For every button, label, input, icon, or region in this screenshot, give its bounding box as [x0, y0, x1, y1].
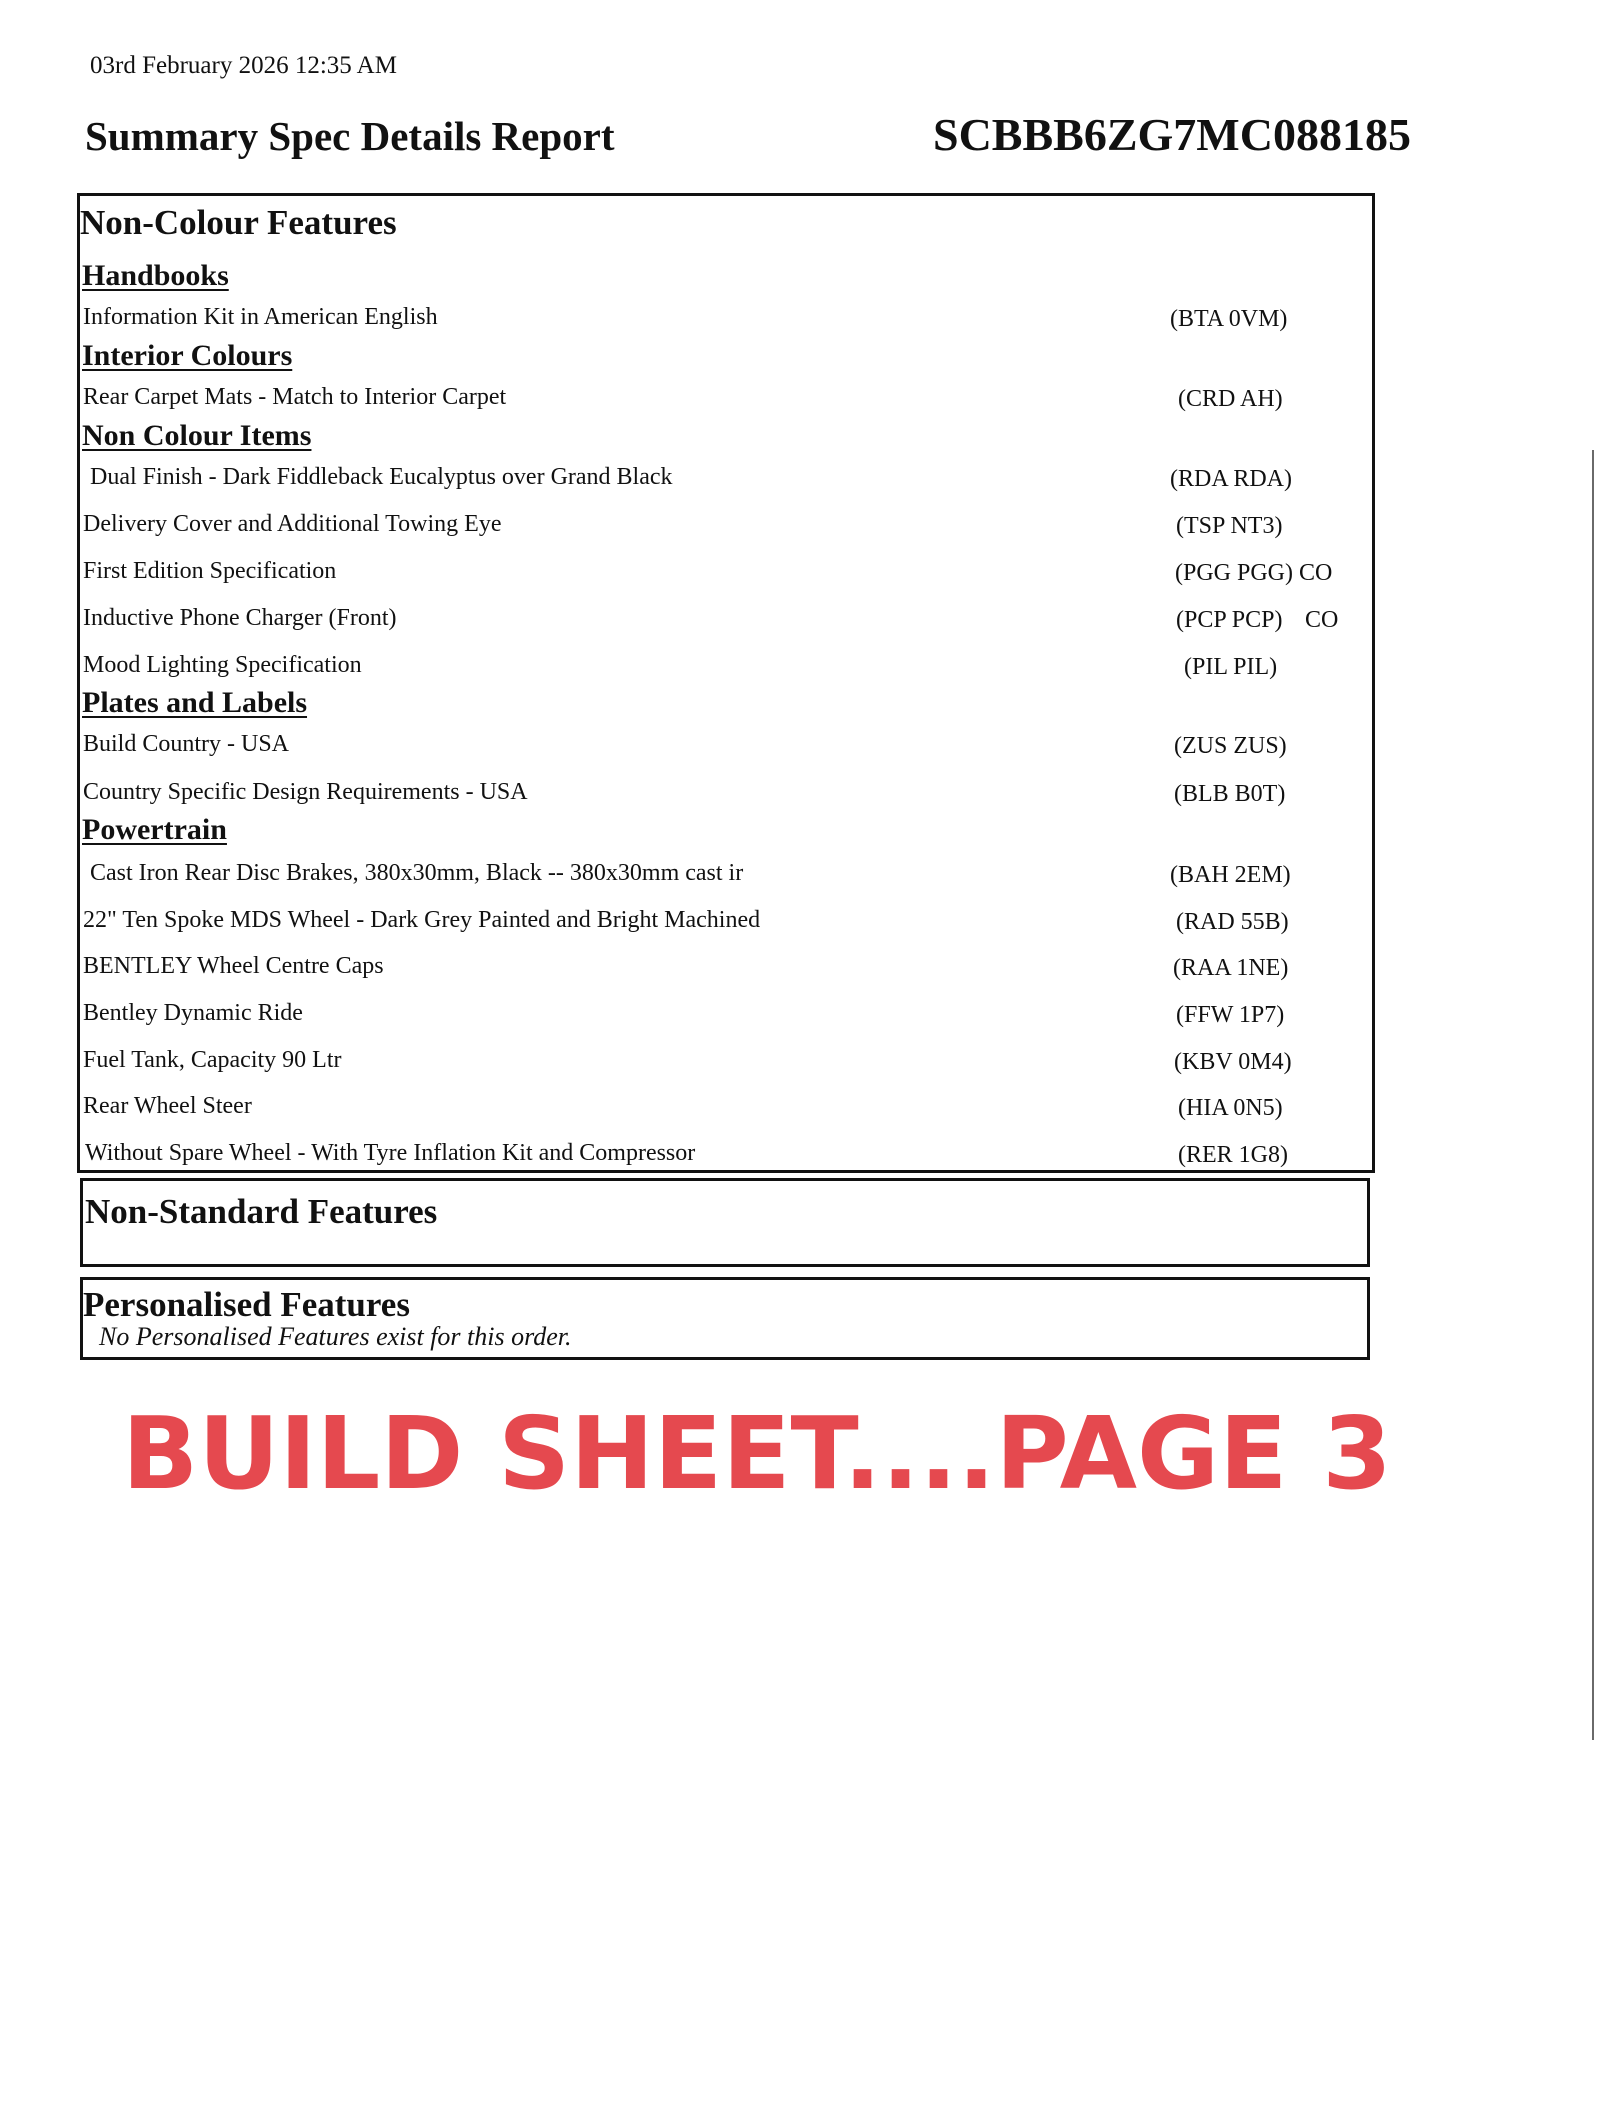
spec-code: (RER 1G8) — [1178, 1142, 1288, 1168]
spec-item: Information Kit in American English — [83, 304, 438, 330]
spec-code: (HIA 0N5) — [1178, 1095, 1283, 1121]
spec-item: Without Spare Wheel - With Tyre Inflation Kit and Compressor — [85, 1140, 696, 1166]
spec-item: 22" Ten Spoke MDS Wheel - Dark Grey Painted and Bright Machined — [83, 907, 761, 933]
section-interior-colours: Interior Colours — [82, 339, 293, 372]
spec-code: (PGG PGG) CO — [1175, 560, 1333, 586]
build-sheet-page-label: BUILD SHEET....PAGE 3 — [122, 1395, 1392, 1512]
vin-number: SCBBB6ZG7MC088185 — [933, 109, 1411, 160]
report-timestamp: 03rd February 2026 12:35 AM — [90, 52, 397, 79]
spec-code: (RAD 55B) — [1176, 909, 1289, 935]
spec-item: Inductive Phone Charger (Front) — [83, 605, 397, 631]
spec-code: (PIL PIL) — [1184, 654, 1278, 680]
spec-item: Mood Lighting Specification — [83, 652, 362, 678]
section-non-colour-items: Non Colour Items — [82, 419, 312, 452]
no-personalised-message: No Personalised Features exist for this order. — [99, 1322, 572, 1351]
spec-code: (RAA 1NE) — [1173, 955, 1289, 981]
spec-code: (BLB B0T) — [1174, 781, 1286, 807]
co-flag: CO — [1305, 607, 1339, 633]
spec-item: Rear Wheel Steer — [83, 1093, 252, 1119]
spec-item: Cast Iron Rear Disc Brakes, 380x30mm, Black -- 380x30mm cast ir — [90, 860, 744, 886]
spec-item: Rear Carpet Mats - Match to Interior Carpet — [83, 384, 507, 410]
spec-item: Bentley Dynamic Ride — [83, 1000, 303, 1026]
spec-item: BENTLEY Wheel Centre Caps — [83, 953, 384, 979]
section-handbooks: Handbooks — [82, 259, 229, 292]
spec-code: (FFW 1P7) — [1176, 1002, 1285, 1028]
spec-code: (BTA 0VM) — [1170, 306, 1288, 332]
spec-item: First Edition Specification — [83, 558, 337, 584]
spec-code: (KBV 0M4) — [1174, 1049, 1292, 1075]
section-powertrain: Powertrain — [82, 813, 227, 846]
spec-code: (TSP NT3) — [1176, 513, 1283, 539]
spec-code: (CRD AH) — [1178, 386, 1283, 412]
spec-code: (BAH 2EM) — [1170, 862, 1291, 888]
scan-edge-line — [1592, 450, 1594, 1740]
report-title: Summary Spec Details Report — [85, 113, 615, 159]
non-standard-features-title: Non-Standard Features — [85, 1192, 438, 1231]
section-plates-and-labels: Plates and Labels — [82, 686, 308, 719]
non-colour-features-title: Non-Colour Features — [80, 203, 397, 242]
spec-item: Fuel Tank, Capacity 90 Ltr — [83, 1047, 342, 1073]
spec-item: Country Specific Design Requirements - USA — [83, 779, 528, 805]
spec-code: (PCP PCP) — [1176, 607, 1283, 633]
personalised-features-title: Personalised Features — [83, 1285, 410, 1324]
spec-item: Dual Finish - Dark Fiddleback Eucalyptus over Grand Black — [90, 464, 673, 490]
spec-item: Delivery Cover and Additional Towing Eye — [83, 511, 502, 537]
spec-item: Build Country - USA — [83, 731, 290, 757]
spec-code: (ZUS ZUS) — [1174, 733, 1287, 759]
spec-code: (RDA RDA) — [1170, 466, 1293, 492]
